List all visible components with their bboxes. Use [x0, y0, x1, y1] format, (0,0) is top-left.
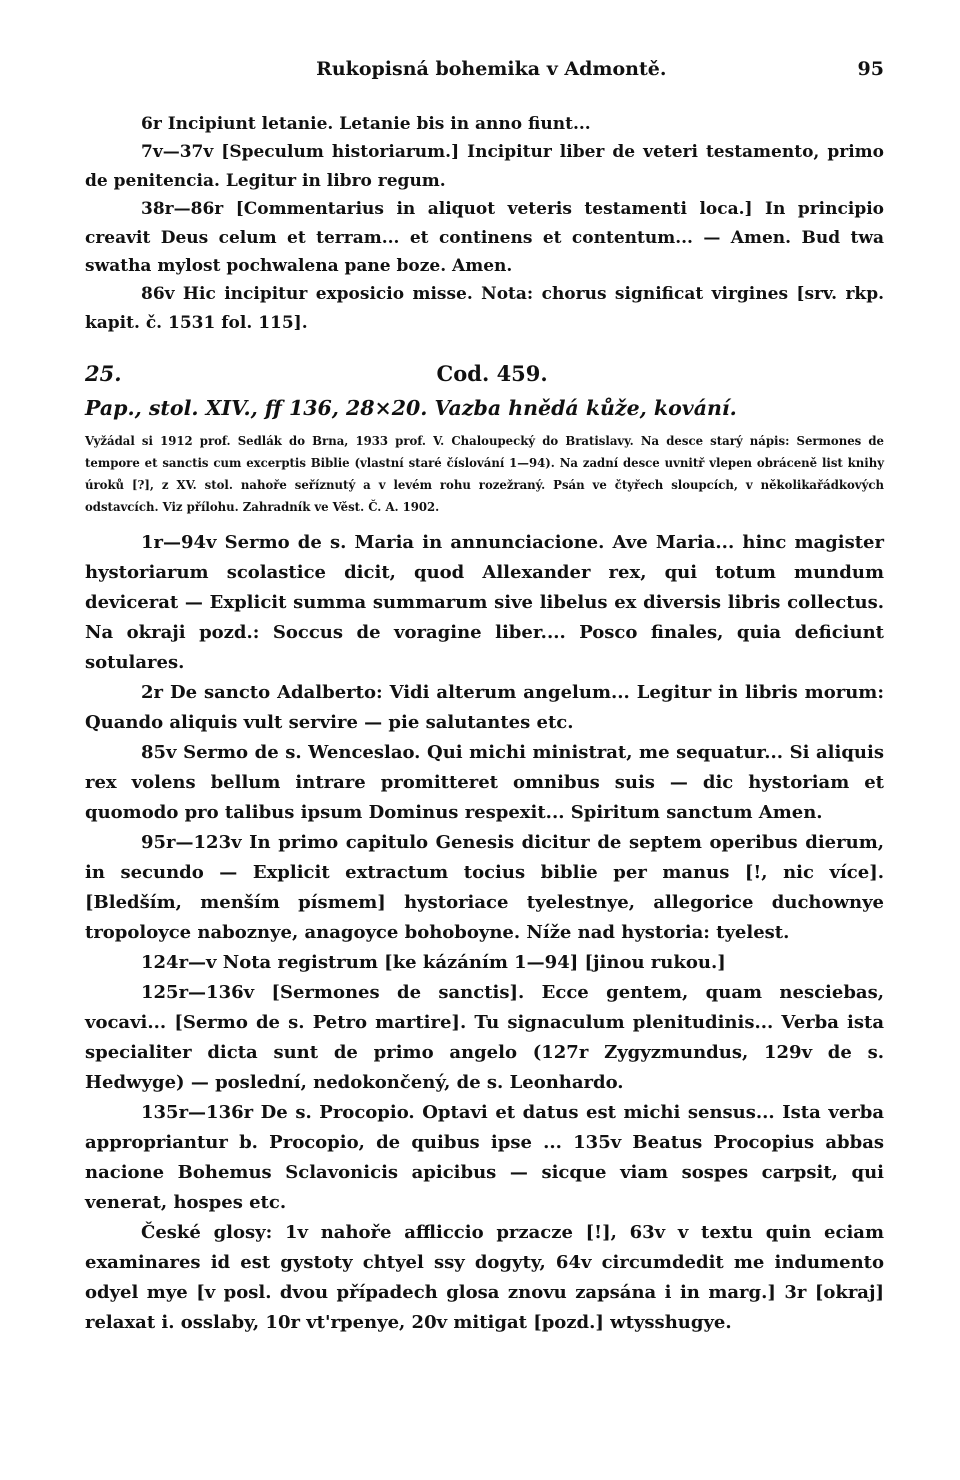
- codex-heading: [85, 357, 884, 391]
- entry-paragraph: 85v Sermo de s. Wenceslao. Qui michi ministrat, me sequatur... Si aliquis rex volens bellum intrare promitteret omnibus suis — dic hystoriam et quomodo pro talibus ipsum Dominus respexit... Spiritum sanctum Amen.: [85, 742, 884, 824]
- entry-paragraph: 135r—136r De s. Procopio. Optavi et datus est michi sensus... Ista verba appropriantur b. Procopio, de quibus ipse ... 135v Beatus Procopius abbas nacione Bohemus Sclavonicis apicibus — sicque viam sospes carpsit, qui venerat, hospes etc.: [85, 1102, 884, 1214]
- entry-paragraph: 1r—94v Sermo de s. Maria in annunciacione. Ave Maria... hinc magister hystoriarum scolastice dicit, quod Allexander rex, qui totum mundum devicerat — Explicit summa summarum sive libelus ex diversis libris collectus. Na okraji pozd.: Soccus de voragine liber.... Posco finales, quia deficiunt sotulares.: [85, 532, 884, 674]
- codex-description: Pap., stol. XIV., ff 136, 28×20. Vazba hnědá kůže, kování.: [85, 396, 737, 421]
- upper-paragraph: 86v Hic incipitur exposicio misse. Nota: chorus significat virgines [srv. rkp. kapit. č. 1531 fol. 115].: [85, 284, 884, 333]
- main-section: [85, 528, 884, 1338]
- provenance-text: Vyžádal si 1912 prof. Sedlák do Brna, 1933 prof. V. Chaloupecký do Bratislavy. Na desce starý nápis: Sermones de tempore et sanctis cum excerptis Biblie (vlastní staré číslování 1—94). Na zadní desce uvnitř vlepen obráceně list knihy úroků [?], z XV. stol. nahoře seříznutý a v levém rohu rozežraný. Psán ve čtyřech sloupcích, v několikařádkových odstavcích. Viz přílohu. Zahradník ve Věst. Č. A. 1902.: [85, 434, 884, 514]
- running-header: [85, 58, 884, 80]
- entry-paragraph: České glosy: 1v nahoře affliccio przacze [!], 63v v textu quin eciam examinares id est gystoty chtyel ssy dogyty, 64v circumdedit me indumento odyel mye [v posl. dvou případech glosa znovu zapsána i in marg.] 3r [okraj] relaxat i. osslaby, 10r vt'rpenye, 20v mitigat [pozd.] wtysshugye.: [85, 1222, 884, 1334]
- entry-paragraph: 95r—123v In primo capitulo Genesis dicitur de septem operibus dierum, in secundo — Explicit extractum tocius biblie per manus [!, nic více]. [Bledším, menším písmem] hystoriace tyelestnye, allegorice duchownye tropoloyce naboznye, anagoyce bohoboyne. Níže nad hystoria: tyelest.: [85, 832, 884, 944]
- codex-number: 25.: [85, 361, 122, 387]
- upper-paragraph: 38r—86r [Commentarius in aliquot veteris testamenti loca.] In principio creavit Deus celum et terram... et continens et contentum... — Amen. Bud twa swatha mylost pochwalena pane boze. Amen.: [85, 199, 884, 277]
- page-number: 95: [857, 58, 884, 80]
- entry-paragraph: 125r—136v [Sermones de sanctis]. Ecce gentem, quam nesciebas, vocavi... [Sermo de s. Petro martire]. Tu signaculum plenitudinis... Verba ista specialiter dicta sunt de primo angelo (127r Zygyzmundus, 129v de s. Hedwyge) — poslední, nedokončený, de s. Leonhardo.: [85, 982, 884, 1094]
- provenance-note: [85, 431, 884, 518]
- upper-section: [85, 110, 884, 337]
- entry-paragraph: 2r De sancto Adalberto: Vidi alterum angelum... Legitur in libris morum: Quando aliquis vult servire — pie salutantes etc.: [85, 682, 884, 734]
- upper-paragraph: 6r Incipiunt letanie. Letanie bis in anno fiunt...: [141, 114, 591, 134]
- codex-title: Cod. 459.: [436, 361, 548, 387]
- entry-paragraph: 124r—v Nota registrum [ke kázáním 1—94] [jinou rukou.]: [141, 952, 726, 974]
- running-title: Rukopisná bohemika v Admontě.: [316, 58, 667, 80]
- upper-paragraph: 7v—37v [Speculum historiarum.] Incipitur liber de veteri testamento, primo de penitencia. Legitur in libro regum.: [85, 142, 884, 191]
